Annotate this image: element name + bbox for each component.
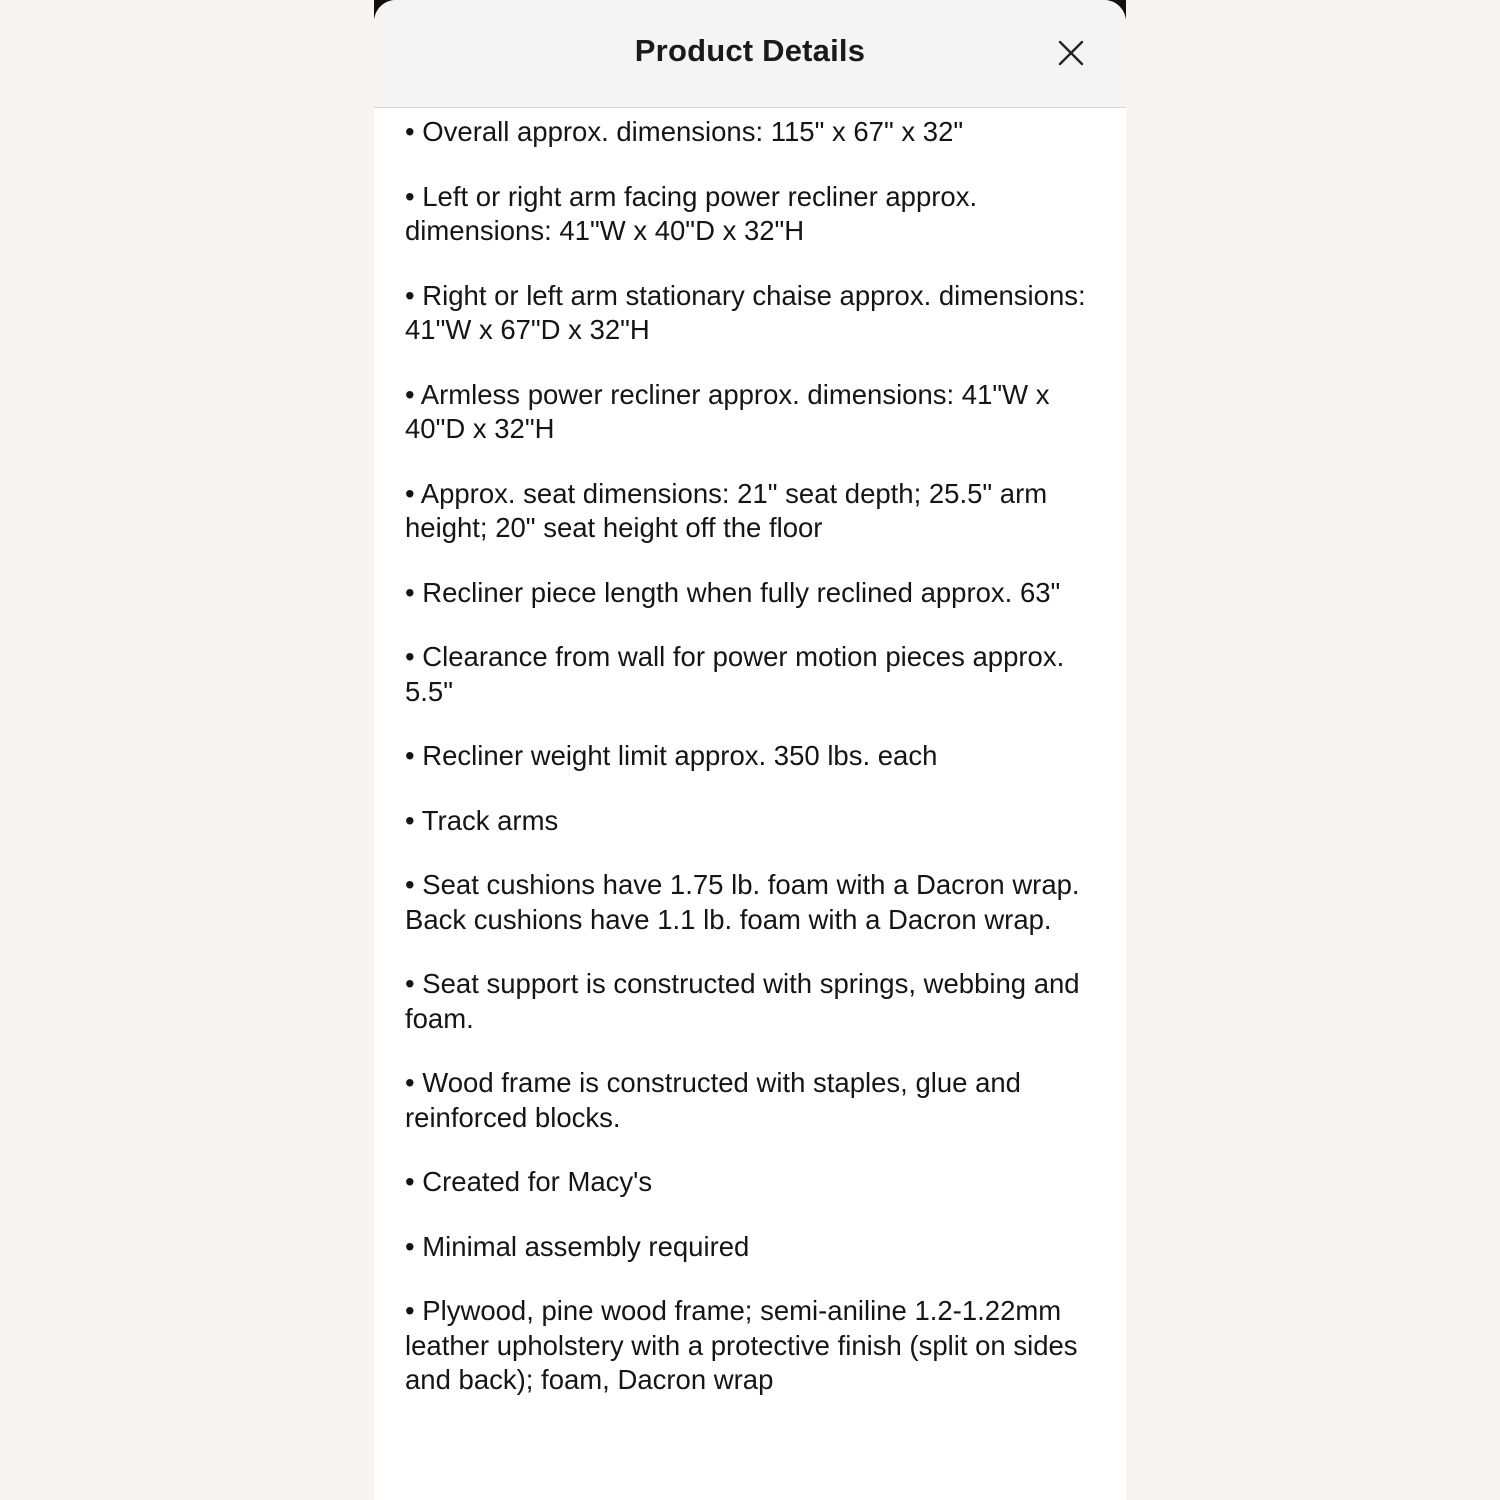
close-icon: [1054, 36, 1088, 70]
list-item: • Track arms: [405, 804, 559, 836]
list-item: • Recliner weight limit approx. 350 lbs. each: [405, 740, 938, 771]
list-item: • Wood frame is constructed with staples, glue and reinforced blocks.: [405, 1067, 1021, 1133]
list-item: • Overall approx. dimensions: 115" x 67" x 32": [405, 116, 964, 147]
sheet-header: [374, 0, 1126, 108]
list-item: • Right or left arm stationary chaise approx. dimensions: 41"W x 67"D x 32"H: [405, 279, 1086, 345]
list-item: • Seat cushions have 1.75 lb. foam with a Dacron wrap. Back cushions have 1.1 lb. foam with a Dacron wrap.: [405, 869, 1080, 935]
list-item: • Minimal assembly required: [405, 1230, 750, 1262]
list-item: • Plywood, pine wood frame; semi-aniline 1.2-1.22mm leather upholstery with a protective finish (split on sides and back); foam, Dacron wrap: [405, 1295, 1078, 1395]
list-item: • Left or right arm facing power recliner approx. dimensions: 41"W x 40"D x 32"H: [405, 180, 978, 246]
list-item: • Recliner piece length when fully reclined approx. 63": [405, 576, 1061, 608]
list-item: • Seat support is constructed with springs, webbing and foam.: [405, 968, 1080, 1034]
product-details-sheet: [374, 0, 1126, 1500]
page-title: Product Details: [634, 33, 866, 68]
details-list: [405, 115, 1096, 1428]
list-item: • Created for Macy's: [405, 1166, 653, 1197]
list-item: • Approx. seat dimensions: 21" seat depth; 25.5" arm height; 20" seat height off the floor: [405, 477, 1048, 543]
list-item: • Clearance from wall for power motion pieces approx. 5.5": [405, 641, 1065, 707]
list-item: • Armless power recliner approx. dimensions: 41"W x 40"D x 32"H: [405, 378, 1050, 444]
close-button[interactable]: [1054, 36, 1088, 70]
